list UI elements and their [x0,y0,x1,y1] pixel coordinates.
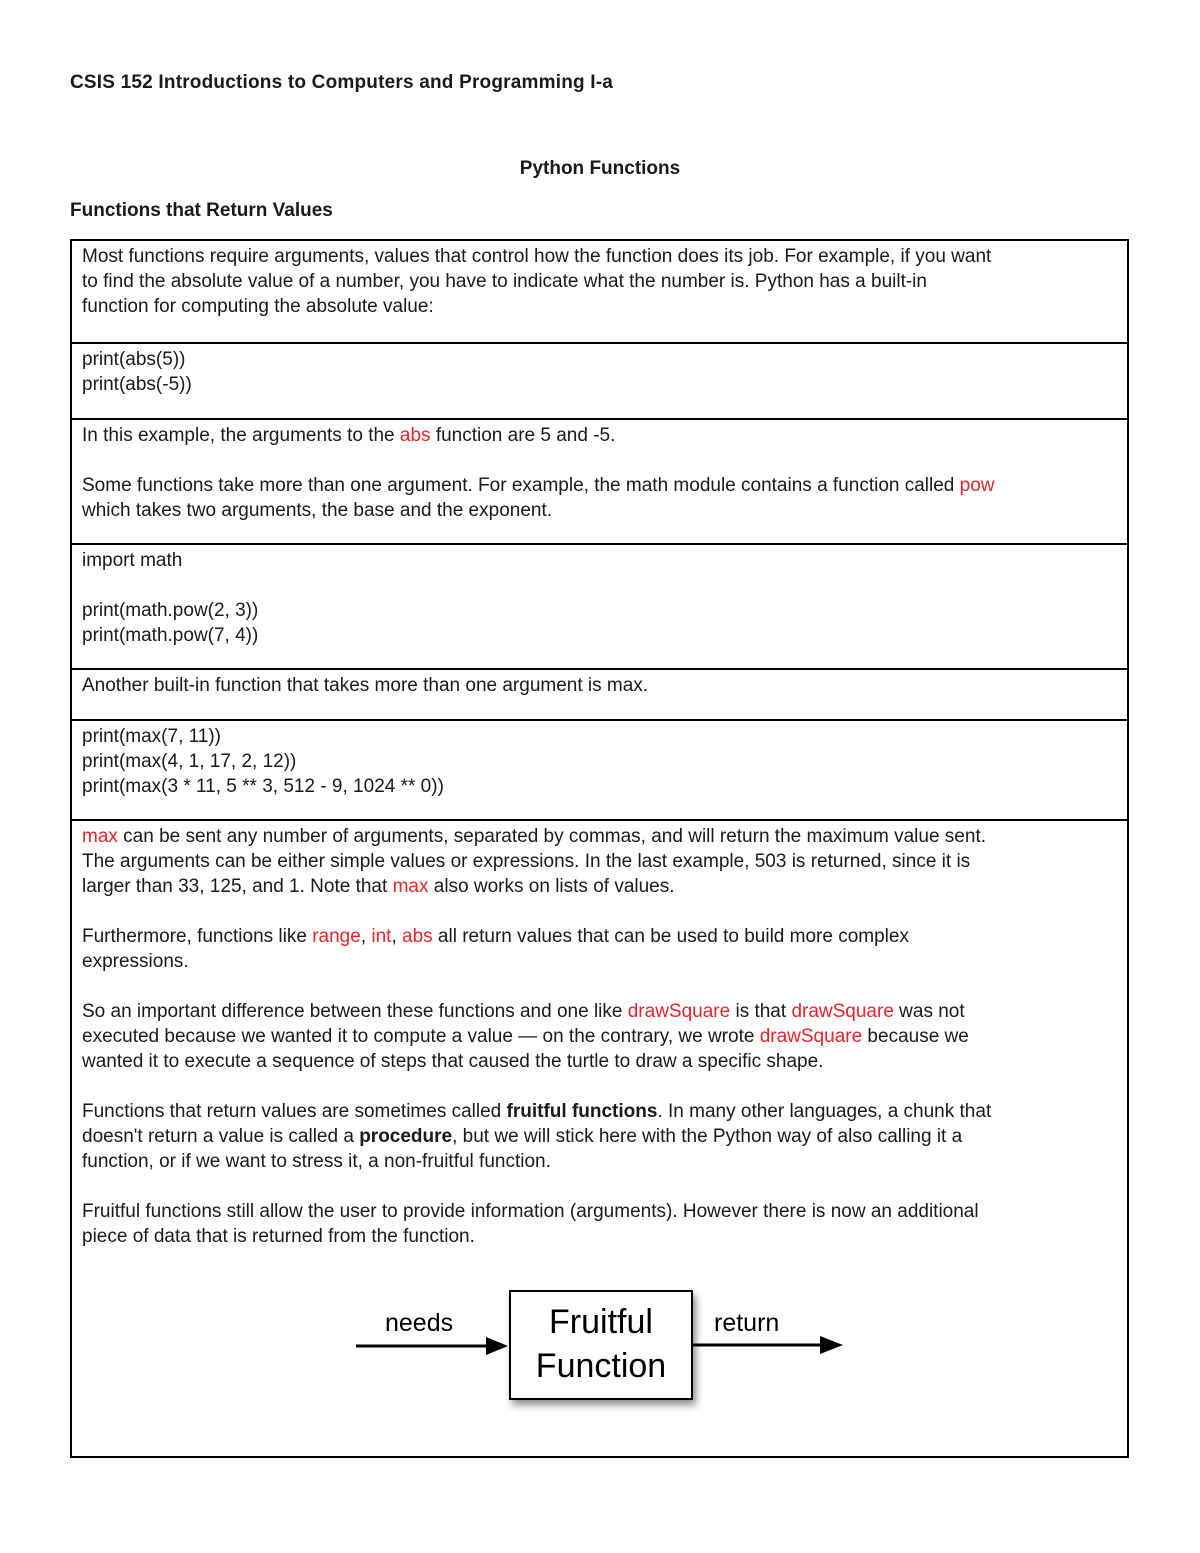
text-run: , but we will stick here with the Python way of also calling it a [452,1126,963,1147]
text-run: So an important difference between these functions and one like [82,1001,628,1022]
drawsquare-keyword: drawSquare [627,1001,731,1022]
drawsquare-keyword: drawSquare [791,1001,894,1022]
code-pow-cell [72,543,1127,668]
text-run: all return values that can be used to build more complex [432,926,909,947]
text-run: is that [730,1001,792,1022]
int-keyword: int [371,926,392,947]
procedure-term: procedure [359,1126,453,1147]
needs-label: needs [385,1309,454,1337]
text-run: because we [862,1026,969,1047]
return-label: return [714,1309,780,1337]
code-line: print(math.pow(7, 4)) [82,625,259,646]
text-run: can be sent any number of arguments, separated by commas, and will return the maximum value sent. [117,826,986,847]
text-run: Some functions take more than one argument. For example, the math module contains a function called [82,475,960,496]
arguments-cell [72,418,1127,543]
max-keyword: max [82,826,118,847]
text-run: piece of data that is returned from the function. [82,1226,475,1247]
code-line: print(abs(-5)) [82,374,192,395]
text-run: Fruitful functions still allow the user to provide information (arguments). However there is now an additional [82,1201,979,1222]
code-line-blank [82,573,1117,598]
max-intro-text: Another built-in function that takes more than one argument is max. [82,675,649,696]
intro-line: Most functions require arguments, values that control how the function does its job. For example, if you want [82,246,992,267]
text-run: was not [893,1001,965,1022]
text-run: . In many other languages, a chunk that [657,1101,992,1122]
fruitful-function-diagram [72,821,1127,1456]
text-run: function, or if we want to stress it, a non-fruitful function. [82,1151,551,1172]
range-keyword: range [312,926,361,947]
text-run: wanted it to execute a sequence of steps that caused the turtle to draw a specific shape. [82,1051,824,1072]
code-line: print(max(7, 11)) [82,726,222,747]
code-abs-cell [72,342,1127,418]
text-run: which takes two arguments, the base and the exponent. [82,500,553,521]
needs-arrow [356,1337,508,1355]
pow-keyword: pow [959,475,995,496]
arguments-paragraph [82,423,1117,448]
intro-cell [72,241,1127,342]
document-title: Python Functions [519,158,681,179]
text-run: , [360,926,372,947]
text-run: larger than 33, 125, and 1. Note that [82,876,393,897]
text-run: also works on lists of values. [428,876,675,897]
explanation-cell [72,819,1127,1456]
code-max-cell [72,719,1127,819]
text-run: expressions. [82,951,189,972]
code-line: print(abs(5)) [82,349,186,370]
text-run: In this example, the arguments to the [82,425,400,446]
content-table [70,239,1129,1458]
code-line: print(max(3 * 11, 5 ** 3, 512 - 9, 1024 ** 0)) [82,776,444,797]
text-run: executed because we wanted it to compute a value — on the contrary, we wrote [82,1026,760,1047]
text-run: doesn't return a value is called a [82,1126,360,1147]
return-arrow [693,1336,843,1354]
pow-paragraph [82,473,1117,523]
abs-keyword: abs [399,425,431,446]
text-run: Furthermore, functions like [82,926,313,947]
code-line: print(math.pow(2, 3)) [82,600,259,621]
code-line: import math [82,550,183,571]
fruitful-functions-term: fruitful functions [506,1101,658,1122]
max-keyword: max [392,876,429,897]
box-label-line1: Fruitful [549,1303,653,1341]
section-heading: Functions that Return Values [70,200,333,221]
drawsquare-keyword: drawSquare [759,1026,863,1047]
intro-line: function for computing the absolute value: [82,296,434,317]
max-intro-cell [72,668,1127,719]
text-run: The arguments can be either simple values or expressions. In the last example, 503 is returned, since it is [82,851,971,872]
abs-keyword: abs [402,926,433,947]
text-run: Functions that return values are sometimes called [82,1101,507,1122]
code-line: print(max(4, 1, 17, 2, 12)) [82,751,297,772]
text-run: , [391,926,403,947]
intro-line: to find the absolute value of a number, you have to indicate what the number is. Python has a built-in [82,271,927,292]
text-run: function are 5 and -5. [430,425,616,446]
course-title: CSIS 152 Introductions to Computers and Programming I-a [70,72,614,93]
box-label-line2: Function [535,1347,667,1385]
